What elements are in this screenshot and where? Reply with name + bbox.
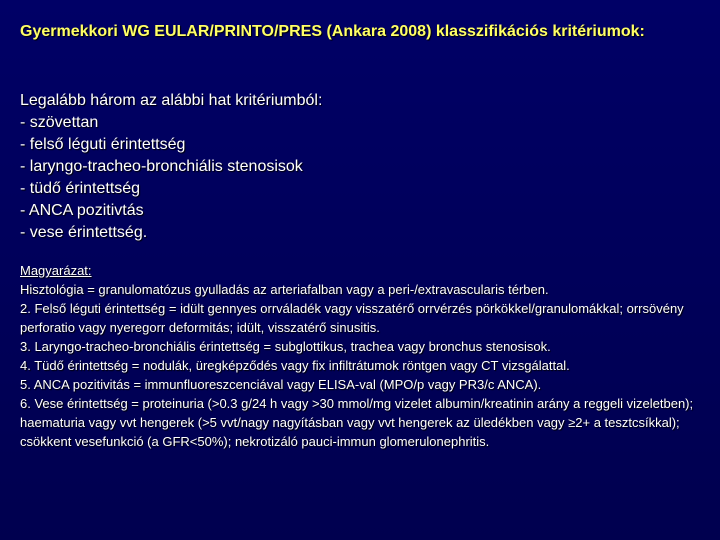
criteria-intro: Legalább három az alábbi hat kritériumból:: [20, 92, 323, 109]
explanation-item-stenosis: 3. Laryngo-tracheo-bronchiális érintettség = subglottikus, trachea vagy bronchus stenosisok.: [20, 339, 551, 354]
explanation-item-kidney: 6. Vese érintettség = proteinuria (>0.3 g/24 h vagy >30 mmol/mg vizelet albumin/kreatinin arány a reggeli vizeletben); haematuria vagy vvt hengerek (>5 vvt/nagy nagyításban vagy vvt hengerek az üledékben vagy ≥2+ a tesztcsíkkal); csökkent vesefunkció (a GFR<50%); nekrotizáló pauci-immun glomerulonephritis.: [20, 396, 694, 449]
criteria-item-upper-airway: - felső léguti érintettség: [20, 136, 186, 153]
criteria-list: [20, 90, 700, 244]
slide-title: Gyermekkori WG EULAR/PRINTO/PRES (Ankara 2008) klasszifikációs kritériumok:: [20, 23, 645, 40]
criteria-item-stenosis: - laryngo-tracheo-bronchiális stenosisok: [20, 158, 303, 175]
explanation-heading: Magyarázat:: [20, 263, 92, 278]
criteria-item-kidney: - vese érintettség.: [20, 224, 148, 241]
explanation-item-lung: 4. Tüdő érintettség = nodulák, üregképződés vagy fix infiltrátumok röntgen vagy CT vizsgálattal.: [20, 358, 570, 373]
explanation-item-anca: 5. ANCA pozitivitás = immunfluoreszcenciával vagy ELISA-val (MPO/p vagy PR3/c ANCA).: [20, 377, 542, 392]
explanation-list: [20, 261, 705, 451]
criteria-item-lung: - tüdő érintettség: [20, 180, 141, 197]
criteria-item-anca: - ANCA pozitivtás: [20, 202, 144, 219]
explanation-item-upper-airway: 2. Felső léguti érintettség = idült gennyes orrváladék vagy visszatérő orrvérzés pörkökkel/granulomákkal; orrsövény perforatio vagy nyeregorr deformitás; idült, visszatérő sinusitis.: [20, 301, 684, 335]
criteria-item-histology: - szövettan: [20, 114, 99, 131]
explanation-item-histology: Hisztológia = granulomatózus gyulladás az arteriafalban vagy a peri-/extravascularis térben.: [20, 282, 549, 297]
